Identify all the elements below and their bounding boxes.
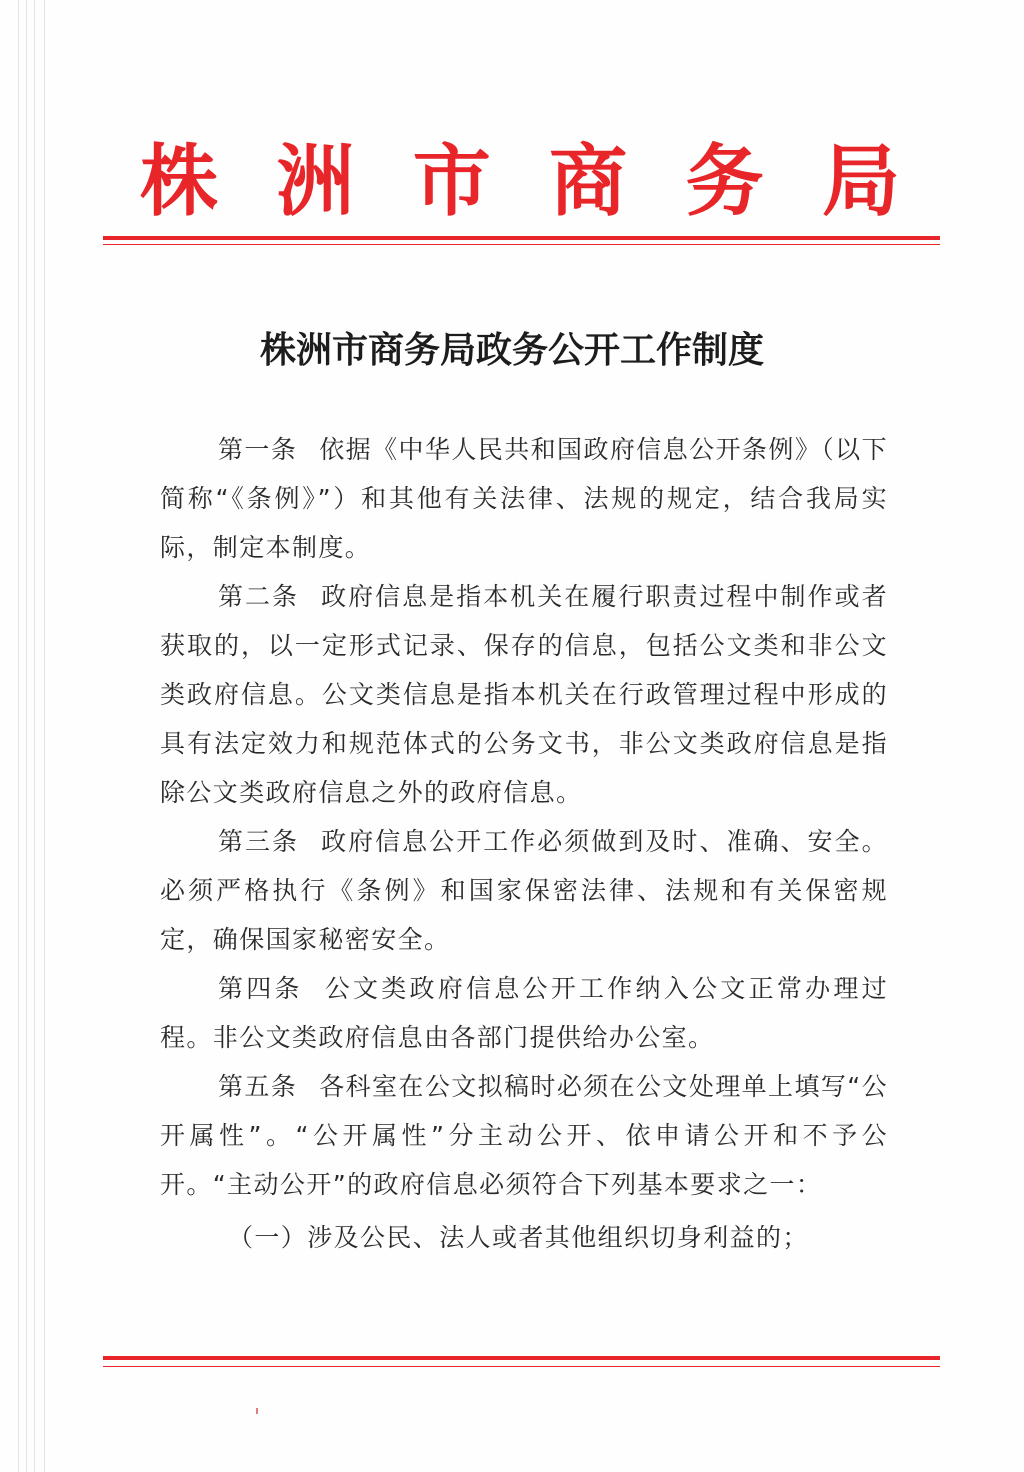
article-number: 第三条	[218, 827, 300, 856]
letterhead-char: 市	[412, 136, 491, 227]
article-number: 第五条	[218, 1072, 298, 1101]
article-number: 第一条	[218, 435, 298, 464]
scan-edge	[44, 0, 45, 1472]
footer-rule	[103, 1356, 940, 1360]
scan-edge	[34, 0, 35, 1472]
letterhead-char: 务	[685, 136, 764, 227]
article-paragraph	[160, 425, 888, 572]
scan-speck	[256, 1408, 258, 1414]
letterhead-title	[140, 132, 900, 232]
article-number: 第二条	[218, 582, 300, 611]
letterhead-rule	[103, 236, 940, 240]
footer-rule-thin	[103, 1366, 940, 1367]
article-number: 第四条	[218, 974, 303, 1003]
article-text: 政府信息公开工作必须做到及时、准确、安全。必须严格执行《条例》和国家保密法律、法规和有关保密规定，确保国家秘密安全。	[160, 827, 888, 954]
document-body	[160, 425, 888, 1262]
article-text: 政府信息是指本机关在履行职责过程中制作或者获取的，以一定形式记录、保存的信息，包括公文类和非公文类政府信息。公文类信息是指本机关在行政管理过程中形成的具有法定效力和规范体式的公务文书，非公文类政府信息是指除公文类政府信息之外的政府信息。	[160, 582, 888, 807]
letterhead-char: 局	[821, 136, 900, 227]
article-text: 公文类政府信息公开工作纳入公文正常办理过程。非公文类政府信息由各部门提供给办公室。	[160, 974, 888, 1052]
article-paragraph	[160, 572, 888, 817]
article-paragraph	[160, 817, 888, 964]
letterhead-char: 株	[140, 136, 219, 227]
letterhead-char: 洲	[276, 136, 355, 227]
article-text: 依据《中华人民共和国政府信息公开条例》（以下简称“《条例》”）和其他有关法律、法规的规定，结合我局实际，制定本制度。	[160, 435, 888, 562]
article-paragraph	[160, 964, 888, 1062]
list-item-paragraph	[160, 1213, 888, 1262]
letterhead-rule-thin	[103, 244, 940, 245]
document-title: 株洲市商务局政务公开工作制度	[259, 329, 764, 371]
article-paragraph	[160, 1062, 888, 1209]
scan-edge	[18, 0, 19, 1472]
letterhead-char: 商	[549, 136, 628, 227]
list-item-text: （一）涉及公民、法人或者其他组织切身利益的；	[228, 1223, 809, 1252]
scan-edge	[26, 0, 27, 1472]
article-text: 各科室在公文拟稿时必须在公文处理单上填写“公开属性”。“公开属性”分主动公开、依申请公开和不予公开。“主动公开”的政府信息必须符合下列基本要求之一：	[160, 1072, 888, 1199]
